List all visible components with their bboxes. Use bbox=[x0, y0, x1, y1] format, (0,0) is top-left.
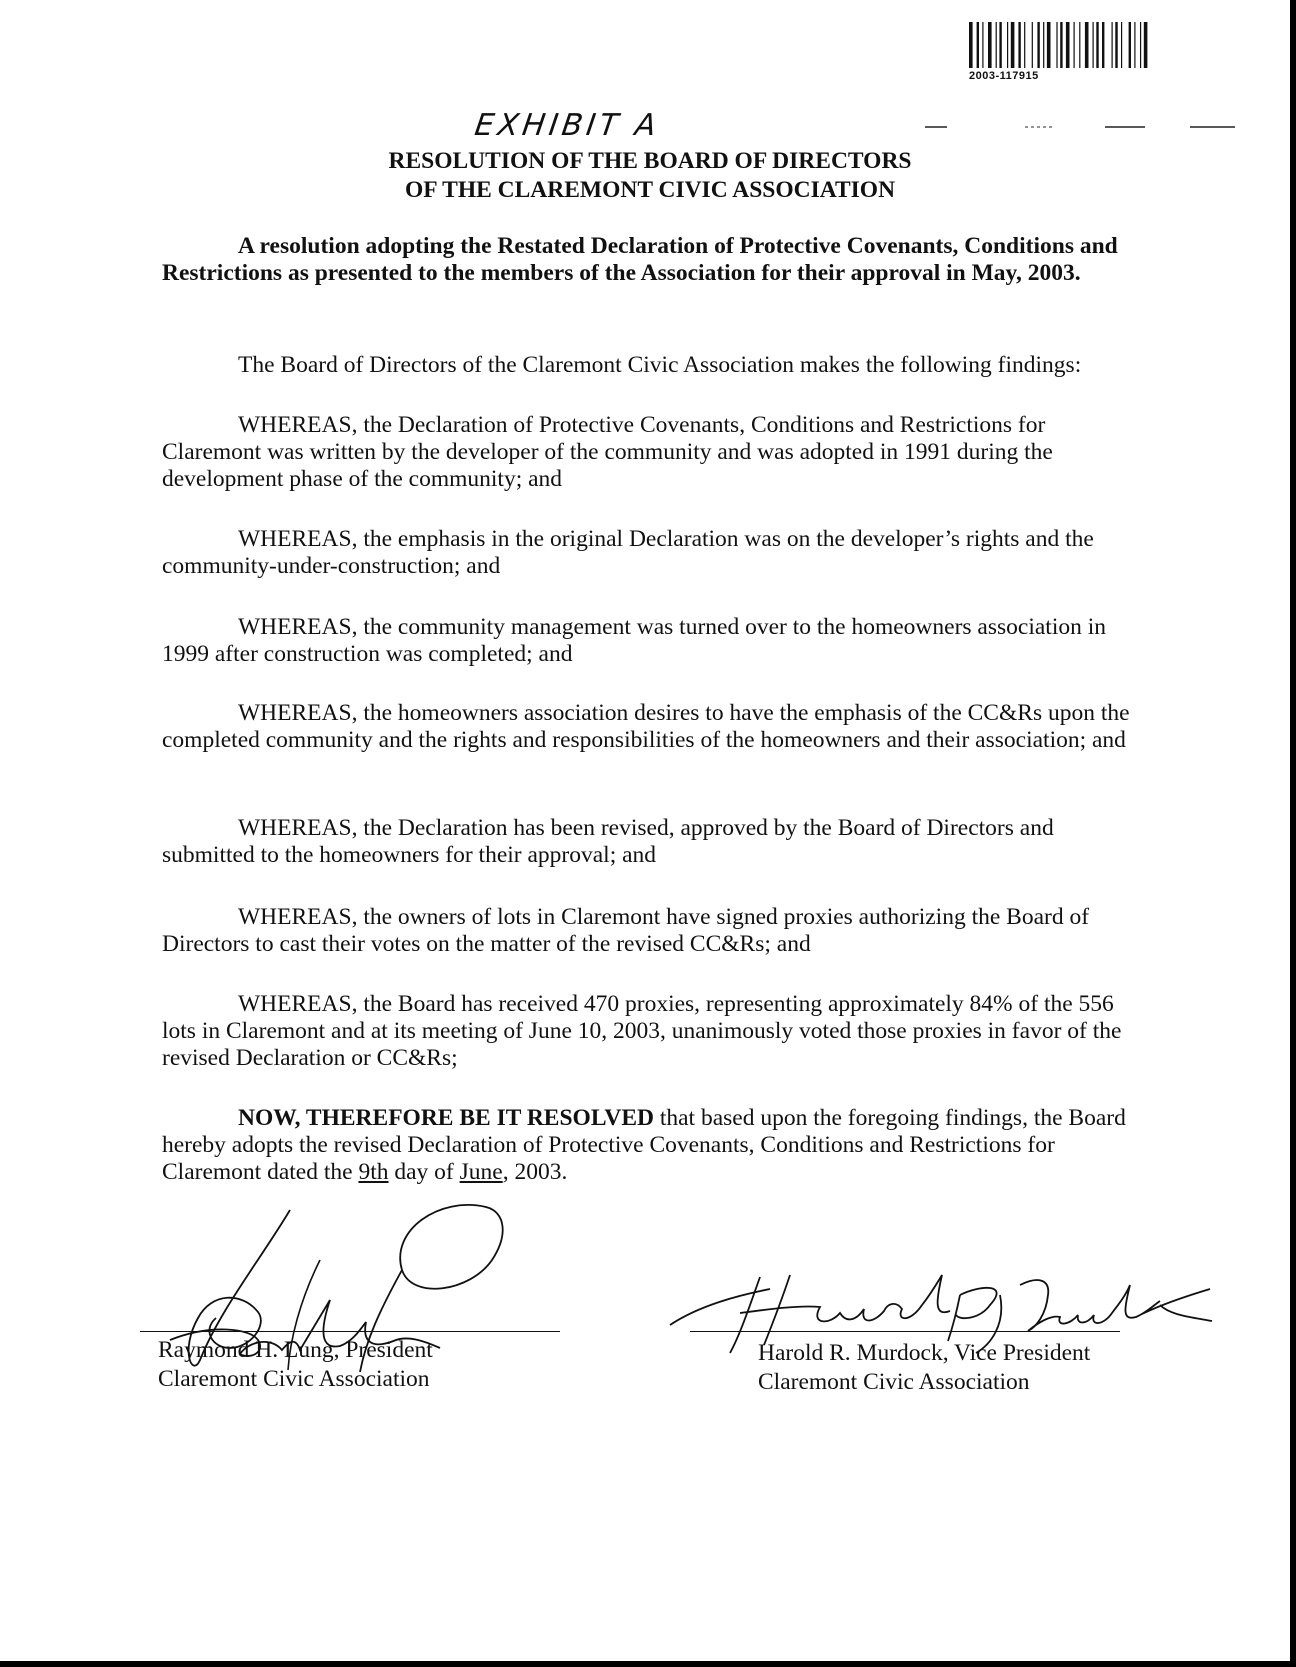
resolution-day: 9th bbox=[358, 1159, 389, 1185]
barcode-bar bbox=[1032, 22, 1033, 68]
barcode-bar bbox=[982, 22, 983, 68]
barcode-bar bbox=[1144, 22, 1148, 68]
barcode-bar bbox=[1060, 22, 1062, 68]
barcode-bar bbox=[1079, 22, 1080, 68]
president-name-title: Raymond H. Lung, President bbox=[158, 1337, 433, 1363]
barcode-bar bbox=[1056, 22, 1057, 68]
barcode-bar bbox=[969, 22, 973, 68]
barcode-bar bbox=[1121, 22, 1122, 68]
barcode-bar bbox=[1074, 22, 1075, 68]
resolution-clause bbox=[162, 1105, 1134, 1186]
vice-president-name-title: Harold R. Murdock, Vice President bbox=[758, 1340, 1091, 1366]
barcode-bar bbox=[1134, 22, 1135, 68]
barcode-bar bbox=[1037, 22, 1039, 68]
whereas-clause: WHEREAS, the community management was turned over to the homeowners association in 1999 after construction was completed; and bbox=[162, 614, 1106, 667]
resolution-month: June bbox=[459, 1159, 503, 1185]
barcode-bar bbox=[1112, 22, 1113, 68]
whereas-clause: WHEREAS, the Declaration of Protective Covenants, Conditions and Restrictions for Claremont was written by the developer of the community and was adopted in 1991 during the development phase of the community; and bbox=[162, 412, 1053, 492]
barcode-bar bbox=[996, 22, 997, 68]
page-title-line-1: RESOLUTION OF THE BOARD OF DIRECTORS bbox=[388, 148, 912, 174]
barcode-bar bbox=[1129, 22, 1131, 68]
barcode-bar bbox=[1115, 22, 1117, 68]
whereas-clause: WHEREAS, the homeowners association desires to have the emphasis of the CC&Rs upon the completed community and the rights and responsibilities of the homeowners and their association; and bbox=[162, 700, 1130, 753]
barcode-bar bbox=[1024, 22, 1025, 68]
barcode-bar bbox=[1047, 22, 1051, 68]
resolution-summary: A resolution adopting the Restated Declaration of Protective Covenants, Conditions and Restrictions as presented to the members of the Association for their approval in May, 2003. bbox=[162, 233, 1118, 286]
barcode-bar bbox=[1093, 22, 1094, 68]
barcode bbox=[969, 22, 1195, 68]
barcode-bar bbox=[999, 22, 1001, 68]
barcode-bar bbox=[1007, 22, 1008, 68]
page-title-line-2: OF THE CLAREMONT CIVIC ASSOCIATION bbox=[404, 177, 896, 203]
whereas-clause: WHEREAS, the Declaration has been revised, approved by the Board of Directors and submitted to the homeowners for their approval; and bbox=[162, 815, 1054, 868]
barcode-bar bbox=[1011, 22, 1015, 68]
barcode-bar bbox=[1140, 22, 1141, 68]
barcode-bar bbox=[1066, 22, 1070, 68]
findings-intro: The Board of Directors of the Claremont Civic Association makes the following findings: bbox=[238, 352, 1082, 378]
resolution-lead: NOW, THEREFORE BE IT RESOLVED bbox=[238, 1105, 654, 1131]
president-organization: Claremont Civic Association bbox=[158, 1366, 430, 1392]
barcode-bar bbox=[977, 22, 979, 68]
whereas-clause: WHEREAS, the Board has received 470 proxies, representing approximately 84% of the 556 lots in Claremont and at its meeting of June 10, 2003, unanimously voted those proxies in favor of the revised Declaration or CC&Rs; bbox=[162, 991, 1122, 1071]
resolution-text: day of bbox=[388, 1159, 460, 1185]
header-blank-lines bbox=[925, 124, 1235, 130]
document-number: 2003-117915 bbox=[969, 70, 1039, 82]
whereas-clause: WHEREAS, the owners of lots in Claremont have signed proxies authorizing the Board of Directors to cast their votes on the matter of the revised CC&Rs; and bbox=[162, 904, 1090, 957]
resolution-text: that based upon the foregoing findings, the Board hereby adopts the revised Declaration of Protective Covenants, Conditions and Restrictions for Claremont dated the bbox=[162, 1105, 1126, 1185]
resolution-text: , 2003. bbox=[502, 1159, 568, 1185]
barcode-bar bbox=[1018, 22, 1020, 68]
barcode-bar bbox=[1102, 22, 1104, 68]
barcode-bar bbox=[988, 22, 992, 68]
vice-president-organization: Claremont Civic Association bbox=[758, 1369, 1030, 1395]
whereas-clause: WHEREAS, the emphasis in the original Declaration was on the developer’s rights and the community-under-construction; and bbox=[162, 526, 1094, 579]
barcode-bar bbox=[1096, 22, 1098, 68]
barcode-bar bbox=[1085, 22, 1089, 68]
barcode-bar bbox=[1043, 22, 1044, 68]
exhibit-label: EXHIBIT A bbox=[472, 108, 663, 143]
